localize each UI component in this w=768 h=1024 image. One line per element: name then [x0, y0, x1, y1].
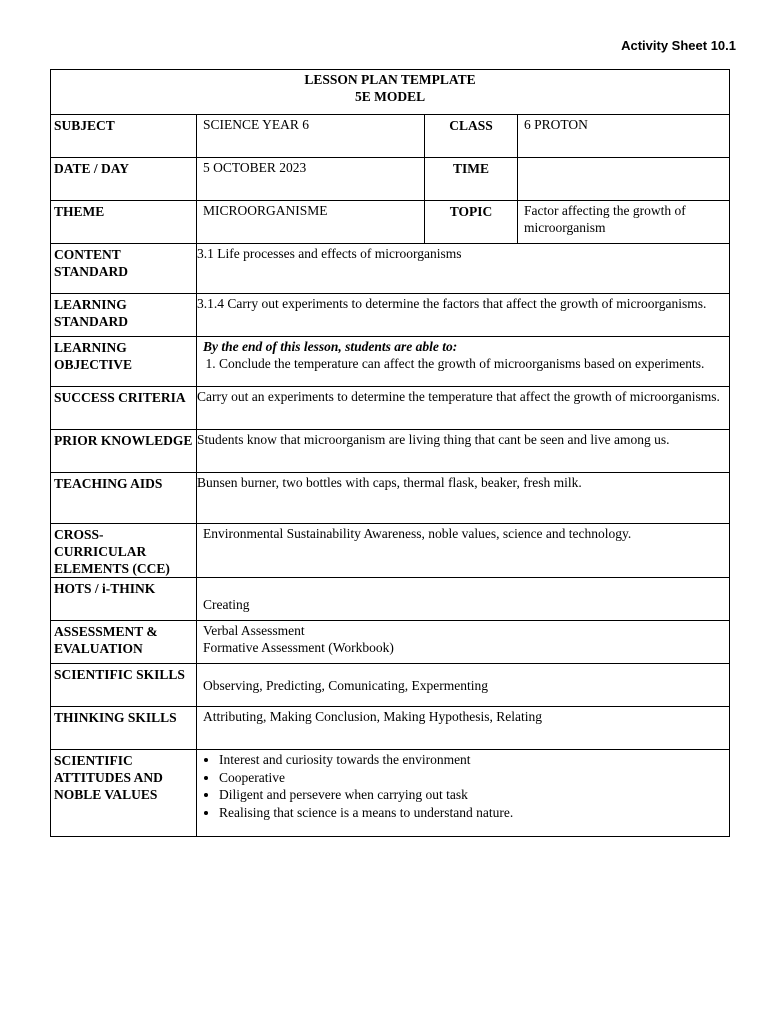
- attitudes-label: SCIENTIFIC ATTITUDES AND NOBLE VALUES: [51, 750, 197, 837]
- teaching-aids-value: Bunsen burner, two bottles with caps, thermal flask, beaker, fresh milk.: [197, 473, 730, 524]
- objective-intro: By the end of this lesson, students are able to:: [203, 339, 458, 354]
- success-criteria-row: [51, 387, 730, 430]
- class-label: CLASS: [425, 115, 518, 158]
- cce-value: Environmental Sustainability Awareness, noble values, science and technology.: [197, 524, 730, 578]
- time-label: TIME: [425, 158, 518, 201]
- theme-row: [51, 201, 730, 244]
- date-value: 5 OCTOBER 2023: [197, 158, 425, 201]
- prior-knowledge-label: PRIOR KNOWLEDGE: [51, 430, 197, 473]
- thinking-skills-label: THINKING SKILLS: [51, 707, 197, 750]
- scientific-skills-value: Observing, Predicting, Comunicating, Expermenting: [197, 664, 730, 707]
- subject-row: [51, 115, 730, 158]
- cce-label: CROSS-CURRICULAR ELEMENTS (CCE): [51, 524, 197, 578]
- learning-standard-label: LEARNING STANDARD: [51, 294, 197, 337]
- topic-value: Factor affecting the growth of microorganism: [518, 201, 730, 244]
- time-value: [518, 158, 730, 201]
- attitudes-list: [197, 751, 729, 821]
- subject-label: SUBJECT: [51, 115, 197, 158]
- table-title: [51, 70, 730, 115]
- teaching-aids-row: [51, 473, 730, 524]
- objective-list: [197, 355, 729, 372]
- activity-sheet-label: Activity Sheet 10.1: [621, 38, 736, 53]
- learning-objective-value: [197, 337, 730, 387]
- assessment-line-1: Verbal Assessment: [203, 623, 305, 638]
- title-row: [51, 70, 730, 115]
- success-criteria-label: SUCCESS CRITERIA: [51, 387, 197, 430]
- prior-knowledge-value: Students know that microorganism are living thing that cant be seen and live among us.: [197, 430, 730, 473]
- attitude-item: • Diligent and persevere when carrying out task: [219, 786, 729, 804]
- scientific-skills-label: SCIENTIFIC SKILLS: [51, 664, 197, 707]
- learning-standard-row: [51, 294, 730, 337]
- hots-label: HOTS / i-THINK: [51, 578, 197, 621]
- attitudes-value: [197, 750, 730, 837]
- learning-objective-row: [51, 337, 730, 387]
- teaching-aids-label: TEACHING AIDS: [51, 473, 197, 524]
- learning-standard-value: 3.1.4 Carry out experiments to determine the factors that affect the growth of microorganisms.: [197, 294, 730, 337]
- content-standard-value: 3.1 Life processes and effects of microorganisms: [197, 244, 730, 294]
- thinking-skills-value: Attributing, Making Conclusion, Making Hypothesis, Relating: [197, 707, 730, 750]
- prior-knowledge-row: [51, 430, 730, 473]
- subject-value: SCIENCE YEAR 6: [197, 115, 425, 158]
- lesson-plan-table: [50, 69, 730, 837]
- topic-label: TOPIC: [425, 201, 518, 244]
- thinking-skills-row: [51, 707, 730, 750]
- attitudes-row: [51, 750, 730, 837]
- hots-value: Creating: [197, 578, 730, 621]
- content-standard-row: [51, 244, 730, 294]
- theme-label: THEME: [51, 201, 197, 244]
- attitude-item: • Realising that science is a means to understand nature.: [219, 804, 729, 822]
- theme-value: MICROORGANISME: [197, 201, 425, 244]
- title-line-2: 5E MODEL: [354, 89, 426, 104]
- assessment-label: ASSESSMENT & EVALUATION: [51, 621, 197, 664]
- attitude-item: • Interest and curiosity towards the environment: [219, 751, 729, 769]
- success-criteria-value: Carry out an experiments to determine the temperature that affect the growth of microorganisms.: [197, 387, 730, 430]
- objective-item: 1. Conclude the temperature can affect the growth of microorganisms based on experiments.: [219, 355, 729, 372]
- class-value: 6 PROTON: [518, 115, 730, 158]
- learning-objective-label: LEARNING OBJECTIVE: [51, 337, 197, 387]
- scientific-skills-row: [51, 664, 730, 707]
- hots-row: [51, 578, 730, 621]
- assessment-value: [197, 621, 730, 664]
- assessment-line-2: Formative Assessment (Workbook): [203, 640, 394, 655]
- attitude-item: • Cooperative: [219, 769, 729, 787]
- title-line-1: LESSON PLAN TEMPLATE: [304, 72, 476, 87]
- content-standard-label: CONTENT STANDARD: [51, 244, 197, 294]
- date-row: [51, 158, 730, 201]
- date-label: DATE / DAY: [51, 158, 197, 201]
- cce-row: [51, 524, 730, 578]
- assessment-row: [51, 621, 730, 664]
